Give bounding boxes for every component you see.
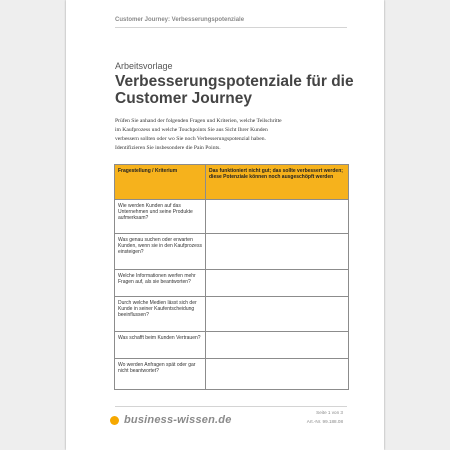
page-number: Seite 1 von 3 bbox=[316, 410, 343, 415]
intro-line: verbessern sollten oder wo Sie noch Verbesserungspotenzial haben. bbox=[115, 136, 266, 142]
running-header: Customer Journey: Verbesserungspotenziale bbox=[115, 17, 245, 23]
table-row bbox=[115, 200, 349, 234]
document-page bbox=[66, 0, 384, 450]
answer-cell[interactable] bbox=[206, 270, 349, 297]
worksheet-table bbox=[114, 164, 349, 390]
question-cell: Was schafft beim Kunden Vertrauen? bbox=[115, 332, 206, 359]
question-cell: Wie werden Kunden auf das Unternehmen und seine Produkte aufmerksam? bbox=[115, 200, 206, 234]
brand-name: business-wissen.de bbox=[124, 414, 232, 426]
intro-line: im Kaufprozess und welche Touchpoints Sie aus Sicht Ihrer Kunden bbox=[115, 127, 268, 133]
document-kicker: Arbeitsvorlage bbox=[115, 61, 173, 71]
article-number: Art.-Nr. 99.188.08 bbox=[306, 419, 343, 424]
table-row bbox=[115, 297, 349, 332]
document-title: Verbesserungspotenziale für die Customer Journey bbox=[115, 73, 354, 107]
table-row bbox=[115, 234, 349, 270]
brand-logo bbox=[110, 414, 232, 426]
brand-dot-icon bbox=[110, 416, 119, 425]
answer-cell[interactable] bbox=[206, 234, 349, 270]
footer-divider bbox=[115, 406, 347, 407]
table-header-row bbox=[115, 165, 349, 200]
column-header-question: Fragestellung / Kriterium bbox=[115, 165, 206, 200]
table-row bbox=[115, 270, 349, 297]
intro-line: Prüfen Sie anhand der folgenden Fragen und Kriterien, welche Teilschritte bbox=[115, 118, 282, 124]
column-header-improvement: Das funktioniert nicht gut; das sollte verbessert werden; diese Potenziale können noch ausgeschöpft werden bbox=[206, 165, 349, 200]
question-cell: Durch welche Medien lässt sich der Kunde in seiner Kaufentscheidung beeinflussen? bbox=[115, 297, 206, 332]
intro-line: Identifizieren Sie insbesondere die Pain Points. bbox=[115, 145, 221, 151]
question-cell: Wo werden Anfragen spät oder gar nicht beantwortet? bbox=[115, 359, 206, 390]
header-divider bbox=[115, 27, 347, 28]
answer-cell[interactable] bbox=[206, 332, 349, 359]
table-row bbox=[115, 359, 349, 390]
question-cell: Was genau suchen oder erwarten Kunden, wenn sie in den Kaufprozess einsteigen? bbox=[115, 234, 206, 270]
question-cell: Welche Informationen werfen mehr Fragen auf, als sie beantworten? bbox=[115, 270, 206, 297]
answer-cell[interactable] bbox=[206, 297, 349, 332]
answer-cell[interactable] bbox=[206, 359, 349, 390]
intro-paragraph bbox=[115, 117, 347, 153]
answer-cell[interactable] bbox=[206, 200, 349, 234]
table-row bbox=[115, 332, 349, 359]
